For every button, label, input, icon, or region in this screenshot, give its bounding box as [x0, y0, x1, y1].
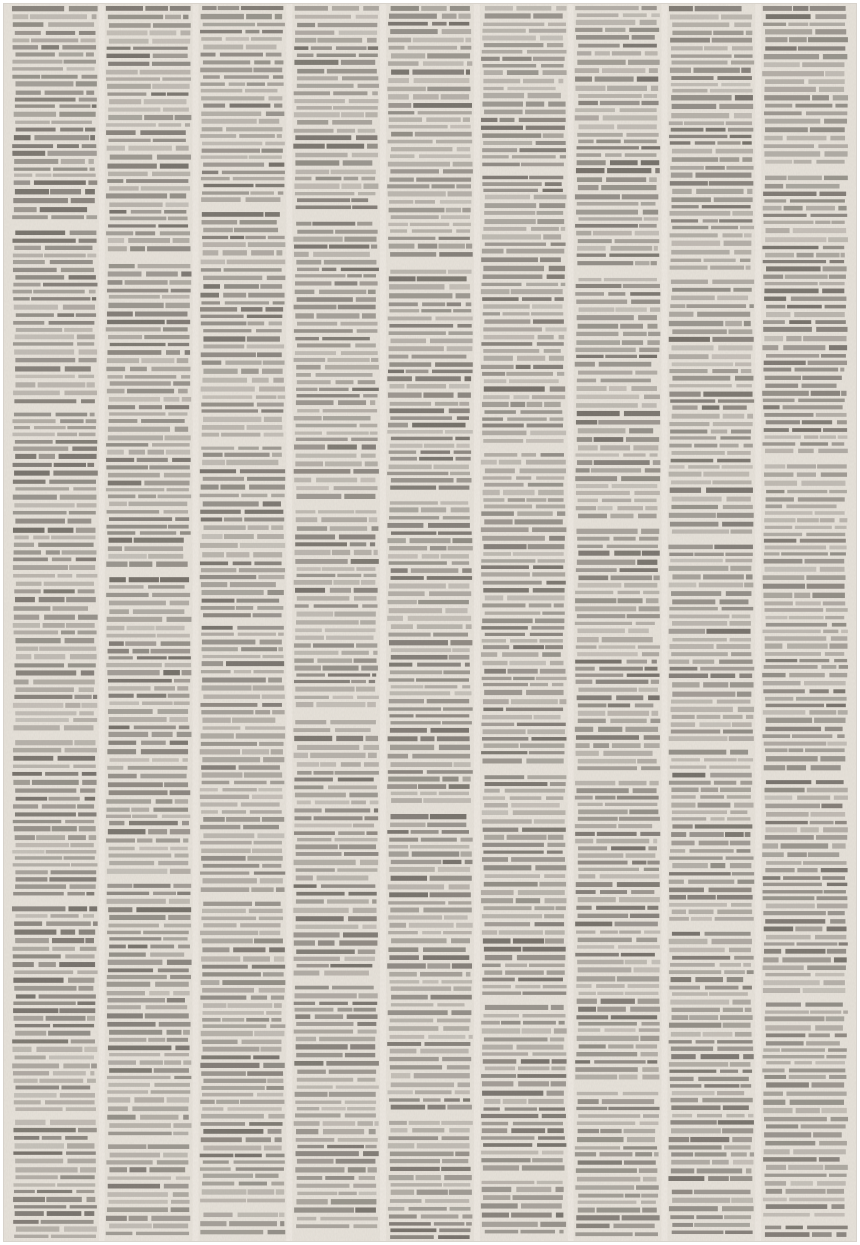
rug-texture-overlay [4, 4, 856, 1241]
rug [3, 3, 857, 1242]
rug-pattern [4, 4, 856, 1241]
